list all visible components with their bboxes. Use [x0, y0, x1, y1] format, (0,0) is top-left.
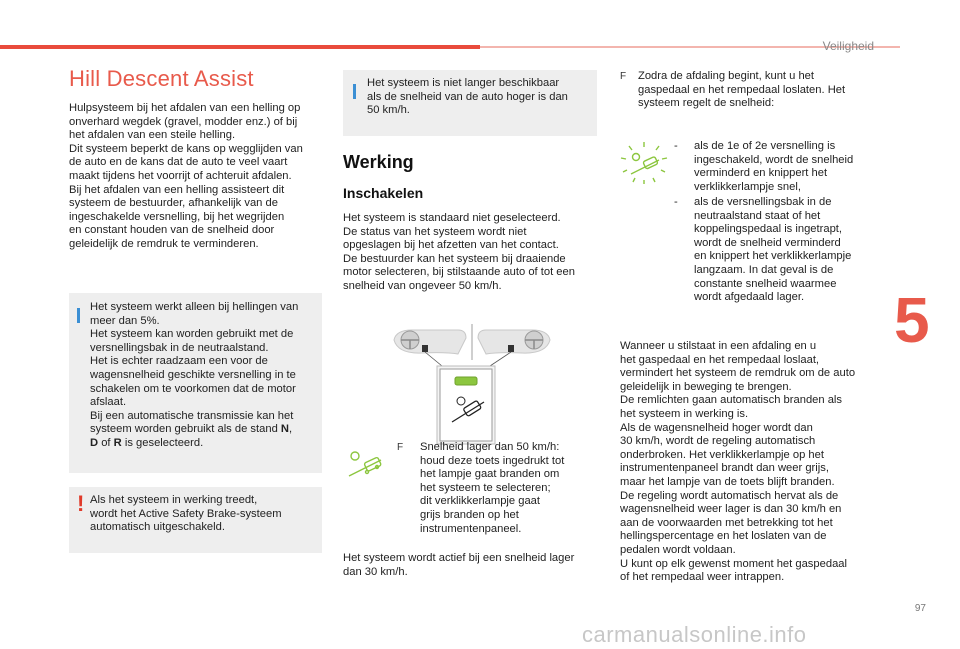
dash-item-gear: als de 1e of 2e versnelling is ingeschakeld, wordt de snelheid verminderd en knippert het verklikkerlampje snel, [694, 140, 854, 193]
info-icon [353, 84, 356, 99]
dashboard-illustration [392, 318, 552, 448]
page-title: Hill Descent Assist [69, 66, 254, 91]
info-speed-text: Het systeem is niet langer beschikbaar als de snelheid van de auto hoger is dan 50 km/h. [367, 77, 568, 117]
bullet-marker: F [620, 71, 627, 82]
activation-footer: Het systeem wordt actief bij een snelheid lager dan 30 km/h. [343, 552, 575, 578]
info-box-speed [343, 70, 597, 136]
info-text: Het systeem werkt alleen bij hellingen van meer dan 5%. Het systeem kan worden gebruikt met de versnellingsbak in de neutraalstand. Het is echter raadzaam een voor de wagensnelheid geschikte versnelling in te schakelen om te voorkomen dat de motor afslaat. Bij een automatische transmissie kan het systeem worden gebruikt als de stand N, D of R is geselecteerd. [90, 301, 299, 449]
hda-blinking-lamp-icon [617, 140, 671, 186]
bullet-marker: F [397, 442, 404, 453]
warning-text: Als het systeem in werking treedt, wordt het Active Safety Brake-systeem automatisch uitgeschakeld. [90, 494, 282, 534]
info-box-slope [69, 293, 322, 473]
intro-paragraph: Hulpsysteem bij het afdalen van een helling op onverhard wegdek (gravel, modder enz.) of bij het afdalen van een steile helling. Dit systeem beperkt de kans op wegglijden van de auto en de kans dat de auto te veel vaart maakt tijdens het voorrijt of achteruit afdalen. Bij het afdalen van een helling assisteert dit systeem de bestuurder, afhankelijk van de ingeschakelde versnelling, bij het wegrijden en constant houden van de snelheid door geleidelijk de remdruk te verminderen. [69, 102, 303, 250]
hda-button-lamp [455, 377, 477, 385]
bullet-select-system: Snelheid lager dan 50 km/h: houd deze toets ingedrukt tot het lampje gaat branden om het systeem te selecteren; dit verklikkerlampje gaat grijs branden op het instrumentenpaneel. [420, 441, 565, 535]
activation-paragraph: Het systeem is standaard niet geselecteerd. De status van het systeem wordt niet opgeslagen bij het afzetten van het contact. De bestuurder kan het systeem bij draaiende motor selecteren, bij stilstaande auto of tot een snelheid van ongeveer 50 km/h. [343, 212, 575, 292]
watermark: carmanualsonline.info [582, 622, 807, 647]
bullet-descent: Zodra de afdaling begint, kunt u het gaspedaal en het rempedaal loslaten. Het systeem regelt de snelheid: [638, 70, 846, 110]
callout-line-right [490, 352, 511, 366]
dash-marker: - [674, 140, 678, 152]
header-accent-bar [0, 45, 480, 49]
section-label: Veiligheid [822, 39, 874, 53]
warning-box [69, 487, 322, 553]
chapter-number: 5 [894, 284, 930, 356]
info-icon [77, 308, 80, 323]
descent-paragraph: Wanneer u stilstaat in een afdaling en u het gaspedaal en het rempedaal loslaat, vermindert het systeem de remdruk om de auto geleidelijk in beweging te brengen. De remlichten gaan automatisch branden als het systeem in werking is. Als de wagensnelheid hoger wordt dan 30 km/h, wordt de regeling automatisch onderbroken. Het verklikkerlampje op het instrumentenpaneel brandt dan weer grijs, maar het lampje van de toets blijft branden. De regeling wordt automatisch hervat als de wagensnelheid weer lager is dan 30 km/h en aan de voorwaarden met betrekking tot het hellingspercentage en het loslaten van de pedalen wordt voldaan. U kunt op elk gewenst moment het gaspedaal of het rempedaal weer intrappen. [620, 340, 856, 584]
warning-icon: ! [77, 491, 85, 516]
hda-button-marker-left [422, 345, 428, 352]
page-number: 97 [914, 603, 926, 614]
dash-item-neutral: als de versnellingsbak in de neutraalstand staat of het koppelingspedaal is ingetrapt, wordt de snelheid verminderd en knippert het verklikkerlampje langzaam. In dat geval is de constante snelheid waarmee wordt afgedaald lager. [694, 196, 852, 304]
subheading-inschakelen: Inschakelen [343, 185, 424, 201]
dash-marker: - [674, 196, 678, 208]
hda-button-marker-right [508, 345, 514, 352]
hda-warning-lamp-icon [345, 446, 387, 482]
callout-line-left [425, 352, 442, 366]
heading-werking: Werking [343, 152, 414, 172]
